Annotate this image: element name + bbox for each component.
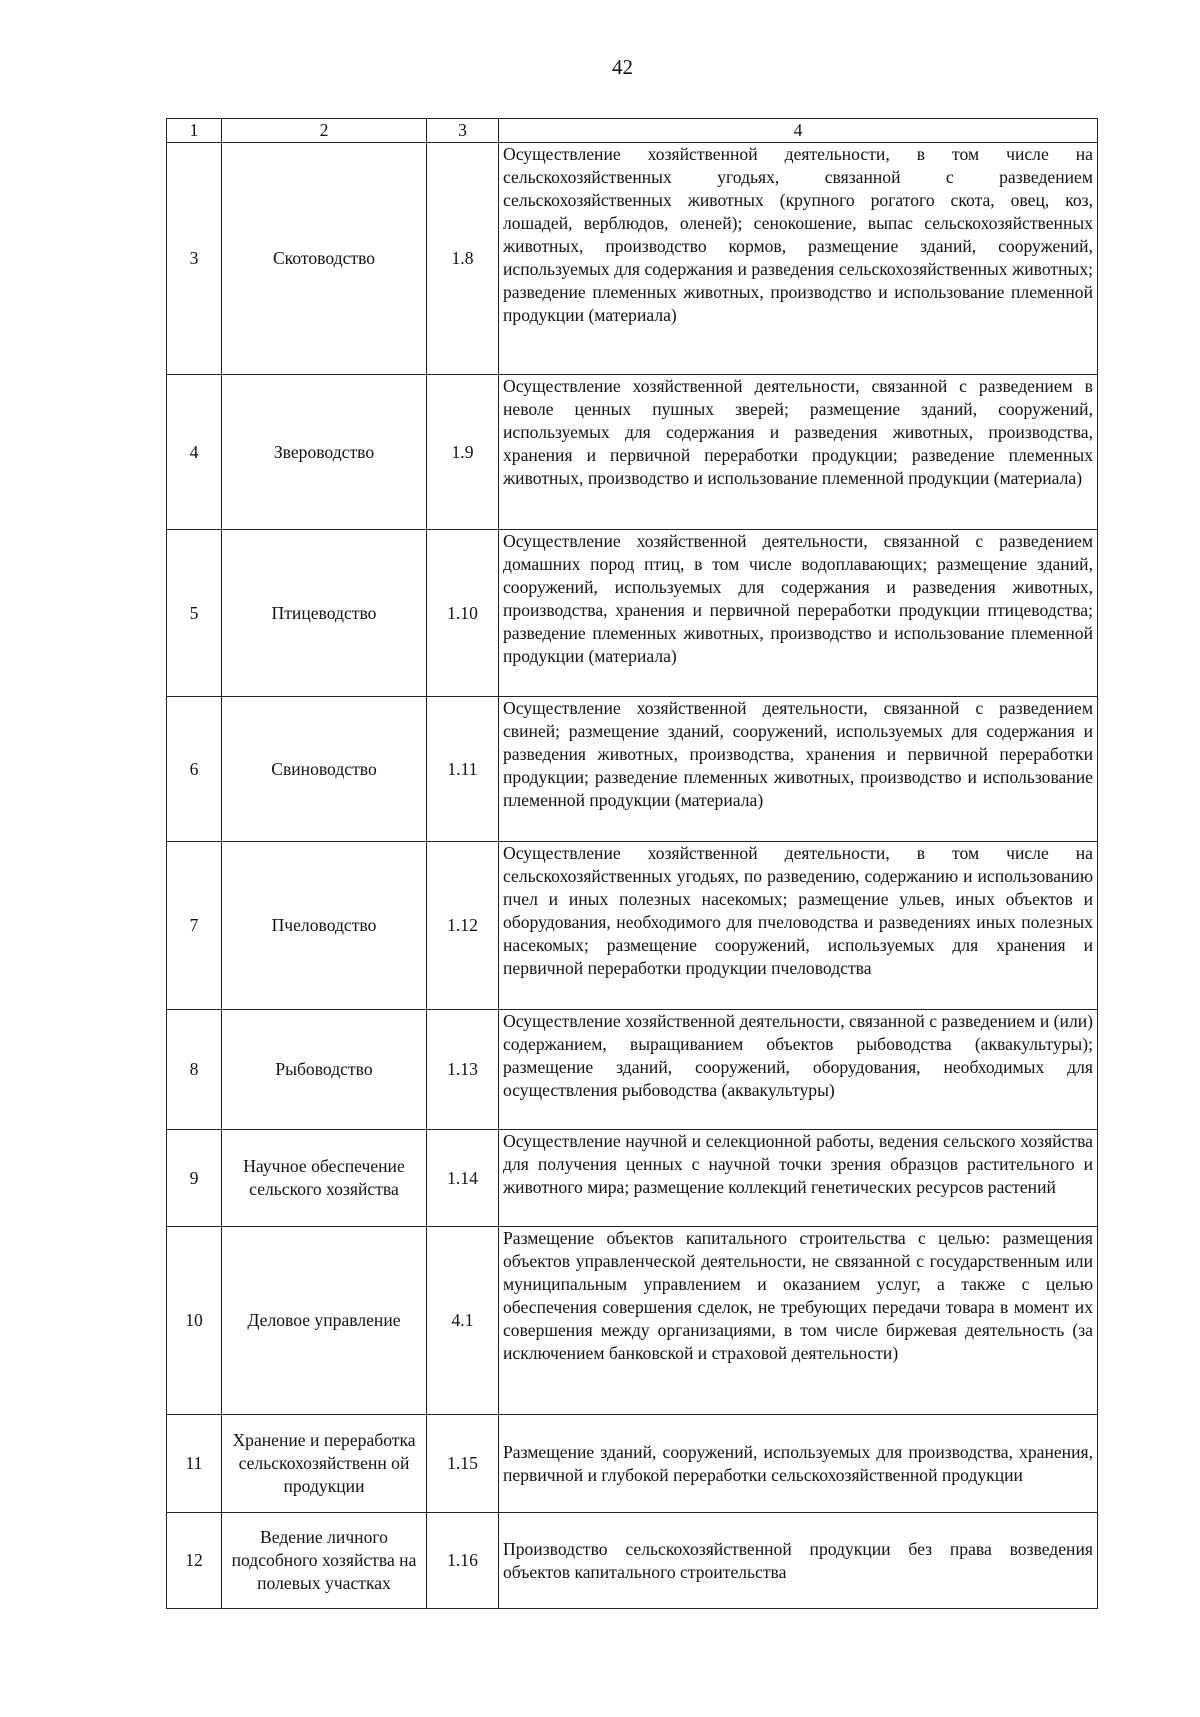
row-number: 7 xyxy=(167,842,222,1010)
use-type-description: Производство сельскохозяйственной продукции без права возведения объектов капитального строительства xyxy=(499,1513,1098,1609)
use-type-code: 4.1 xyxy=(427,1227,499,1415)
column-header-1: 1 xyxy=(167,119,222,143)
column-header-3: 3 xyxy=(427,119,499,143)
use-type-description: Осуществление хозяйственной деятельности, связанной с разведением и (или) содержанием, выращиванием объектов рыбоводства (аквакультуры); размещение зданий, сооружений, оборудования, необходимых для осуществления рыбоводства (аквакультуры) xyxy=(499,1010,1098,1130)
use-type-description: Осуществление хозяйственной деятельности, в том числе на сельскохозяйственных угодьях, по разведению, содержанию и использованию пчел и иных полезных насекомых; размещение ульев, иных объектов и оборудования, необходимого для пчеловодства и разведениях иных полезных насекомых; размещение сооружений, используемых для хранения и первичной переработки продукции пчеловодства xyxy=(499,842,1098,1010)
row-number: 5 xyxy=(167,530,222,697)
table-row xyxy=(167,1513,1098,1609)
page-number: 42 xyxy=(612,55,633,79)
row-number: 9 xyxy=(167,1130,222,1227)
use-type-description: Размещение зданий, сооружений, используемых для производства, хранения, первичной и глубокой переработки сельскохозяйственной продукции xyxy=(499,1415,1098,1513)
use-type-description: Осуществление хозяйственной деятельности, связанной с разведением свиней; размещение зданий, сооружений, используемых для содержания и разведения животных, производства, хранения и первичной переработки продукции; разведение племенных животных, производство и использование племенной продукции (материала) xyxy=(499,697,1098,842)
use-type-description: Осуществление хозяйственной деятельности, связанной с разведением домашних пород птиц, в том числе водоплавающих; размещение зданий, сооружений, используемых для содержания и разведения животных, производства, хранения и первичной переработки продукции птицеводства; разведение племенных животных, производство и использование племенной продукции (материала) xyxy=(499,530,1098,697)
use-type-code: 1.8 xyxy=(427,143,499,375)
column-header-4: 4 xyxy=(499,119,1098,143)
row-number: 3 xyxy=(167,143,222,375)
use-type-name: Звероводство xyxy=(222,375,427,530)
use-type-code: 1.10 xyxy=(427,530,499,697)
use-type-description: Осуществление хозяйственной деятельности, в том числе на сельскохозяйственных угодьях, связанной с разведением сельскохозяйственных животных (крупного рогатого скота, овец, коз, лошадей, верблюдов, оленей); сенокошение, выпас сельскохозяйственных животных, производство кормов, размещение зданий, сооружений, используемых для содержания и разведения сельскохозяйственных животных; разведение племенных животных, производство и использование племенной продукции (материала) xyxy=(499,143,1098,375)
use-type-description: Осуществление хозяйственной деятельности, связанной с разведением в неволе ценных пушных зверей; размещение зданий, сооружений, используемых для содержания и разведения животных, производства, хранения и первичной переработки продукции; разведение племенных животных, производство и использование племенной продукции (материала) xyxy=(499,375,1098,530)
table-row xyxy=(167,1227,1098,1415)
table-row xyxy=(167,1415,1098,1513)
use-type-name: Деловое управление xyxy=(222,1227,427,1415)
row-number: 12 xyxy=(167,1513,222,1609)
use-type-code: 1.13 xyxy=(427,1010,499,1130)
row-number: 4 xyxy=(167,375,222,530)
use-type-name: Хранение и переработка сельскохозяйственн ой продукции xyxy=(222,1415,427,1513)
use-type-name: Рыбоводство xyxy=(222,1010,427,1130)
use-type-description: Размещение объектов капитального строительства с целью: размещения объектов управленческой деятельности, не связанной с государственным или муниципальным управлением и оказанием услуг, а также с целью обеспечения совершения сделок, не требующих передачи товара в момент их совершения между организациями, в том числе биржевая деятельность (за исключением банковской и страховой деятельности) xyxy=(499,1227,1098,1415)
use-type-name: Ведение личного подсобного хозяйства на полевых участках xyxy=(222,1513,427,1609)
table-row xyxy=(167,143,1098,375)
use-type-code: 1.15 xyxy=(427,1415,499,1513)
use-type-name: Свиноводство xyxy=(222,697,427,842)
row-number: 6 xyxy=(167,697,222,842)
use-type-name: Научное обеспечение сельского хозяйства xyxy=(222,1130,427,1227)
use-type-name: Птицеводство xyxy=(222,530,427,697)
table-row xyxy=(167,1130,1098,1227)
land-use-table xyxy=(166,118,1098,1609)
use-type-code: 1.14 xyxy=(427,1130,499,1227)
table-row xyxy=(167,697,1098,842)
row-number: 8 xyxy=(167,1010,222,1130)
table-row xyxy=(167,1010,1098,1130)
use-type-code: 1.16 xyxy=(427,1513,499,1609)
table-header-row xyxy=(167,119,1098,143)
use-type-description: Осуществление научной и селекционной работы, ведения сельского хозяйства для получения ценных с научной точки зрения образцов растительного и животного мира; размещение коллекций генетических ресурсов растений xyxy=(499,1130,1098,1227)
use-type-code: 1.12 xyxy=(427,842,499,1010)
table-row xyxy=(167,375,1098,530)
table-row xyxy=(167,530,1098,697)
row-number: 11 xyxy=(167,1415,222,1513)
table-row xyxy=(167,842,1098,1010)
use-type-name: Пчеловодство xyxy=(222,842,427,1010)
row-number: 10 xyxy=(167,1227,222,1415)
use-type-code: 1.11 xyxy=(427,697,499,842)
column-header-2: 2 xyxy=(222,119,427,143)
use-type-name: Скотоводство xyxy=(222,143,427,375)
use-type-code: 1.9 xyxy=(427,375,499,530)
